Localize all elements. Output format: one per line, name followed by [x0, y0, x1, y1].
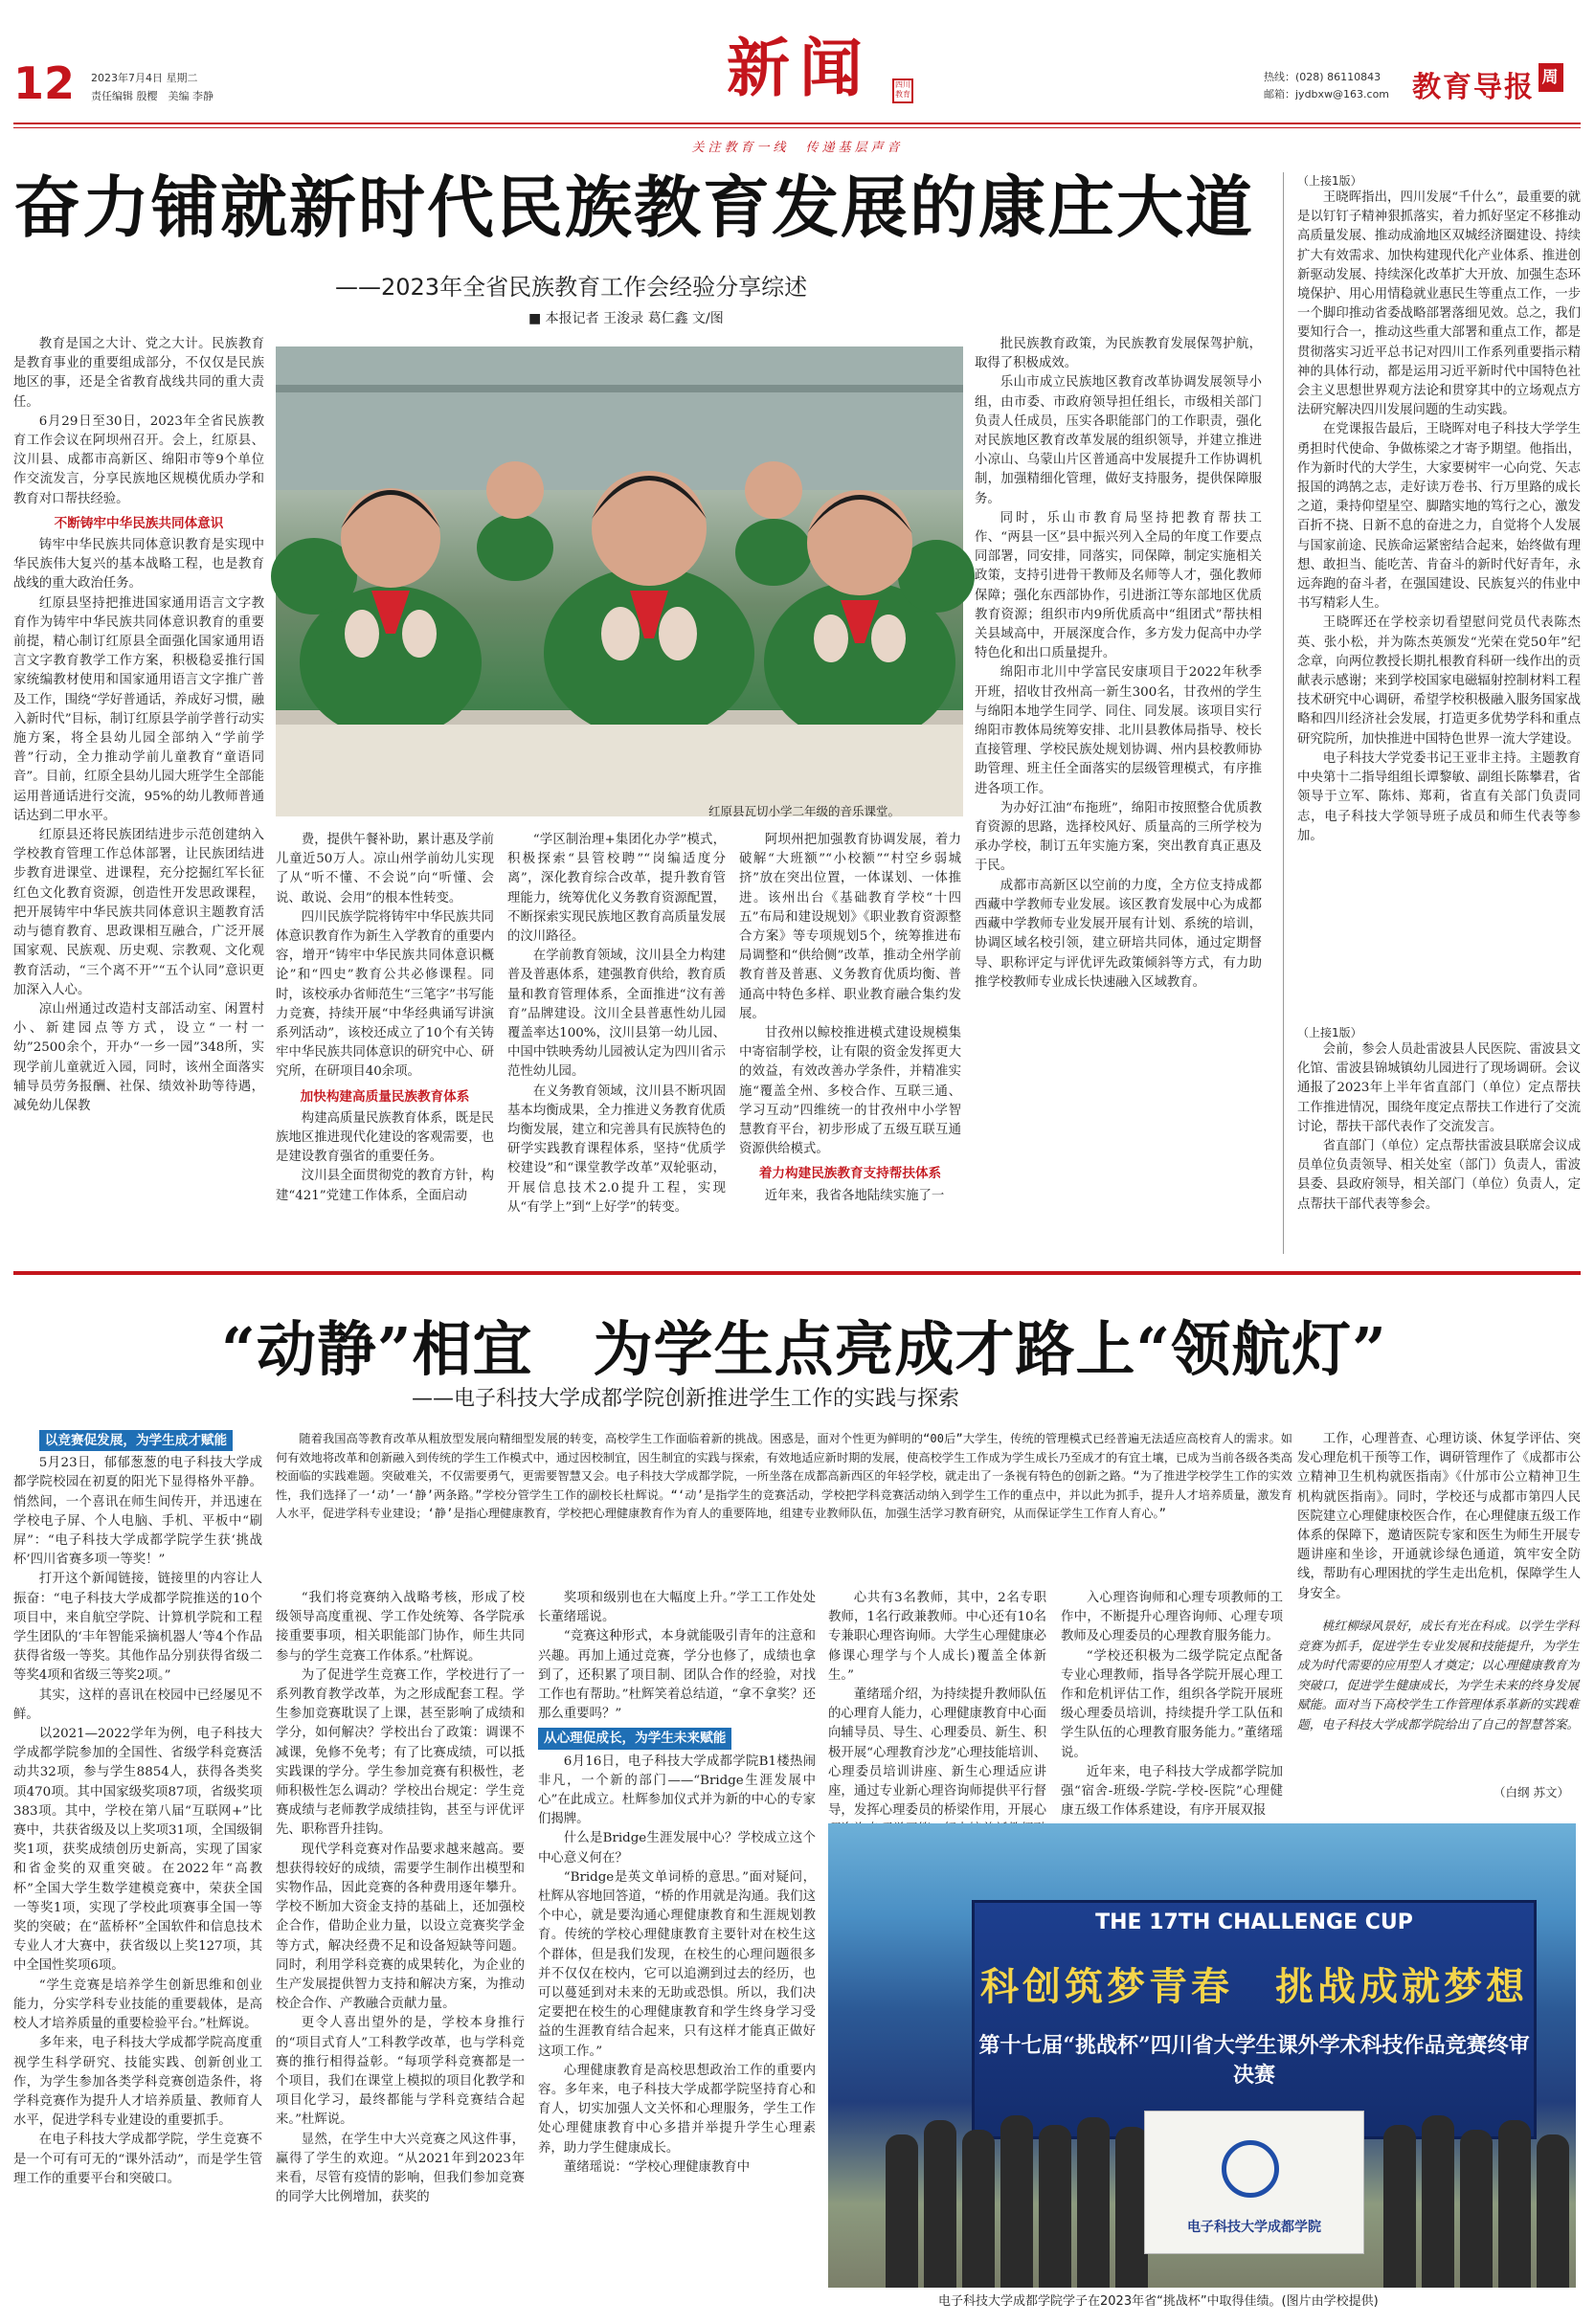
section-heading: 从心理促成长，为学生未来赋能	[538, 1728, 731, 1749]
classroom-photo	[276, 346, 963, 816]
flag-text: 电子科技大学成都学院	[1187, 2220, 1321, 2235]
paragraph: 为了促进学生竞赛工作，学校进行了一系列教育教学改革，为之形成配套工程。学生参加竞赛耽误了上课，甚至影响了成绩和学分，如何解决？学校出台了政策：调课不减课，免修不免考；有了比赛成绩，可以抵实践课的学分。学生参加竞赛有积极性，老师积极性怎么调动？学校出台规定：学生竞赛成绩与老师教学成绩挂钩，甚至与评优评先、职称晋升挂钩。	[276, 1667, 525, 1838]
brand-box: 周	[1539, 63, 1563, 92]
paragraph: 乐山市成立民族地区教育改革协调发展领导小组，由市委、市政府领导担任组长，市级相关部门负责人任成员，压实各职能部门的工作职责，强化对民族地区教育改革发展的组织领导，并建立推进小凉山、乌蒙山片区普通高中发展提升工作协调机制，加强精细化管理，做好支持服务，提供保障服务。	[975, 375, 1262, 506]
issue-date	[91, 69, 213, 105]
article2-photo-caption: 电子科技大学成都学院学子在2023年省“挑战杯”中取得佳绩。(图片由学校提供)	[938, 2294, 1379, 2309]
side-top-head: （上接1版）	[1297, 174, 1362, 188]
paragraph: 凉山州通过改造村支部活动室、闲置村小、新建园点等方式，设立“一村一幼”2500余个，开办“一乡一园”348所，实现学前儿童就近入园，同时，该州全面落实辅导员劳务报酬、社保、绩效补助等待遇，减免幼儿保教	[13, 1001, 264, 1113]
paragraph: 甘孜州以鲸校推进模式建设规模集中寄宿制学校，让有限的资金发挥更大的效益，有效改善办学条件，并精准实施“覆盖全州、多校合作、互联三通、学习互动”四维统一的甘孜州中小学智慧教育平台，初步形成了五级互联互通资源供给模式。	[739, 1026, 961, 1157]
paragraph: 打开这个新闻链接，链接里的内容让人振奋：“电子科技大学成都学院推送的10个项目中，来自航空学院、计算机学院和工程学生团队的‘丰年智能采摘机器人’等4个作品获得省级一等奖。其他作品分别获得省级二等奖4项和省级三等奖2项。”	[13, 1572, 262, 1684]
article1-subtitle: ——2023年全省民族教育工作会经验分享综述	[335, 274, 808, 301]
paragraph: 入心理咨询师和心理专项教师的工作中，不断提升心理咨询师、心理专项教师及心理委员的心理教育服务能力。	[1061, 1591, 1283, 1644]
section-heading: 加快构建高质量民族教育体系	[300, 1088, 470, 1105]
paragraph: 同时，乐山市教育局坚持把教育帮扶工作、“两县一区”县中振兴列入全局的年度工作要点同部署，同安排，同落实，同保障，制定实施相关政策，支持引进骨干教师及名师等人才，强化教师保障；强化东西部协作，引进浙江等东部地区优质教育资源；组织市内9所优质高中“组团式”帮扶相关县域高中，开展深度合作，多方发力促高中办学特色化和出口质量提升。	[975, 510, 1262, 661]
article2-quote: 桃红柳绿风景好，成长有光在科成。以学生学科竞赛为抓手，促进学生专业发展和技能提升，为学生成为时代需要的应用型人才奠定；以心理健康教育为突破口，促进学生健康成长，为学生未来的终身发展赋能。面对当下高校学生工作管理体系革新的实践难题，电子科技大学成都学院给出了自己的智慧答案。	[1297, 1620, 1580, 1732]
paragraph: 绵阳市北川中学富民安康项目于2022年秋季开班，招收甘孜州高一新生300名，甘孜州的学生与绵阳本地学生同学、同住、同发展。该项目实行绵阳市教体局统筹安排、北川县教体局指导、校长直接管理、学校民族处规划协调、州内县校教师协助管理、班主任全面落实的层级管理模式，有序推进各项工作。	[975, 665, 1262, 796]
paragraph: “竞赛这种形式，本身就能吸引青年的注意和兴趣。再加上通过竞赛，学分也修了，成绩也拿到了，还积累了项目制、团队合作的经验，对找工作也有帮助。”杜辉笑着总结道，“拿不拿奖？还那么重要吗？”	[538, 1629, 816, 1722]
spacer	[1297, 1005, 1298, 1006]
paragraph: 为办好江油“布拖班”，绵阳市按照整合优质教育资源的思路，选择校风好、质量高的三所学校为承办学校，制订五年实施方案，突出教育真正惠及于民。	[975, 800, 1262, 874]
paragraph: 红原县坚持把推进国家通用语言文字教育作为铸牢中华民族共同体意识教育的重要前提，精心制订红原县全面强化国家通用语言文字教育教学工作方案，积极稳妥推行国家统编教材使用和国家通用语言文字推广普及工作，围绕“学好普通话，养成好习惯，融入新时代”目标，制订红原县学前学普行动实施方案，将全县幼儿园全部纳入“学前学普”行动，全力推动学前儿童教育“童语同音”。目前，红原全县幼儿园大班学生全部能运用普通话进行交流，95%的幼儿教师普通话达到二甲水平。	[13, 595, 264, 823]
article1-photo-caption: 红原县瓦切小学二年级的音乐课堂。	[708, 804, 901, 818]
university-flag	[1144, 2111, 1364, 2254]
article1-photo	[276, 346, 963, 816]
paragraph: 汶川县全面贯彻党的教育方针，构建“421”党建工作体系，全面启动	[276, 1169, 494, 1203]
side-story-bottom	[1297, 1024, 1581, 1268]
paragraph: 批民族教育政策，为民族教育发展保驾护航，取得了积极成效。	[975, 337, 1262, 371]
paragraph: “学区制治理+集团化办学”模式，积极探索“县管校聘”“岗编适度分离”，深化教育综合改革，提升教育管理能力，统筹优化义务教育资源配置，不断探索实现民族地区教育高质量发展的汶川路径。	[507, 833, 726, 945]
stage-line1: THE 17TH CHALLENGE CUP	[1095, 1911, 1413, 1934]
paragraph: 会前，参会人员赴雷波县人民医院、雷波县文化馆、雷波县锦城镇幼儿园进行了现场调研。会议通报了2023年上半年省直部门（单位）定点帮扶工作推进情况，围绕年度定点帮扶工作进行了交流讨论，帮扶干部代表作了交流发言。	[1297, 1042, 1581, 1134]
paragraph: 四川民族学院将铸牢中华民族共同体意识教育作为新生入学教育的重要内容，增开“铸牢中华民族共同体意识概论”和“四史”教育公共必修课程。同时，该校承办省师范生“三笔字”书写能力竞赛，持续开展“中华经典诵写讲演系列活动”，该校还成立了10个有关铸牢中华民族共同体意识的研究中心、研究所，在研项目40余项。	[276, 909, 494, 1080]
article1-title: 奋力铺就新时代民族教育发展的康庄大道	[13, 168, 1254, 247]
article1-col3	[507, 831, 726, 1254]
paragraph: 铸牢中华民族共同体意识教育是实现中华民族伟大复兴的基本战略工程，也是教育战线的重大政治任务。	[13, 538, 264, 592]
paragraph: 更令人喜出望外的是，学校本身推行的“项目式育人”工科教学改革，也与学科竞赛的推行相得益彰。“每项学科竞赛都是一个项目，我们在课堂上模拟的项目化教学和项目化学习，最终都能与学科竞赛结合起来。”杜辉说。	[276, 2016, 525, 2128]
article2-col1	[13, 1426, 262, 2316]
page-number: 12	[13, 57, 76, 109]
article2-photo	[828, 1823, 1576, 2288]
side-story-top	[1297, 172, 1581, 857]
side-bottom-body	[1297, 1040, 1581, 1265]
article1-col4	[739, 831, 961, 1254]
article1-col2	[276, 831, 494, 1254]
paragraph: 5月23日，郁郁葱葱的电子科技大学成都学院校园在初夏的阳光下显得格外平静。悄然间，一个喜讯在师生间传开，并迅速在学校电子屏、个人电脑、手机、平板中“刷屏”：“电子科技大学成都学院学生获‘挑战杯’四川省赛多项一等奖！”	[13, 1456, 262, 1568]
paragraph: 省直部门（单位）定点帮扶雷波县联席会议成员单位负责领导、相关处室（部门）负责人，雷波县委、县政府领导，相关部门（单位）负责人，定点帮扶干部代表等参会。	[1297, 1139, 1581, 1212]
paragraph: 在学前教育领域，汶川县全力构建普及普惠体系，建强教育供给，教育质量和教育管理体系，全面推进“汶有善育”品牌建设。汶川全县普惠性幼儿园覆盖率达100%，汶川县第一幼儿园、中国中铁映秀幼儿园被认定为四川省示范性幼儿园。	[507, 949, 726, 1080]
paragraph: 教育是国之大计、党之大计。民族教育是教育事业的重要组成部分，不仅仅是民族地区的事，还是全省教育战线共同的重大责任。	[13, 337, 264, 410]
paragraph: 王晓晖指出，四川发展“千什么”，最重要的就是以钉钉子精神狠抓落实，着力抓好坚定不移推动高质量发展、推动成渝地区双城经济圈建设、持续扩大有效需求、加快构建现代化产业体系、推进创新驱动发展、持续深化改革扩大开放、加强生态环境保护、用心用情稳就业惠民生等重点工作，一步一个脚印推动省委战略部署落细见效。总之，我们要知行合一，推动这些重大部署和重点工作，都是贯彻落实习近平总书记对四川工作系列重要指示精神的具体行动，都是运用习近平新时代中国特色社会主义思想世界观方法论和贯穿其中的立场观点方法研究解决四川发展问题的生动实践。	[1297, 190, 1581, 418]
paragraph: 红原县还将民族团结进步示范创建纳入学校教育管理工作总体部署，让民族团结进步教育进课堂、进课程，充分挖掘红军长征红色文化教育资源，创造性开发思政课程，把开展铸牢中华民族共同体意识主题教育活动与德育教育、思政课相互融合，广泛开展国家观、民族观、历史观、宗教观、文化观教育活动，“三个离不开”“五个认同”意识更加深入人心。	[13, 828, 264, 997]
side-top-body	[1297, 189, 1581, 849]
header-rule	[13, 123, 1581, 124]
column-divider	[1283, 172, 1284, 1254]
side-bottom-head: （上接1版）	[1297, 1026, 1362, 1039]
article1-col5	[975, 335, 1262, 1254]
article1-col1	[13, 335, 264, 1254]
paragraph: 近年来，我省各地陆续实施了一	[764, 1188, 945, 1203]
paragraph: “学生竞赛是培养学生创新思维和创业能力，分实学科专业技能的重要载体，是高校人才培养质量的重要检验平台。”杜辉说。	[13, 1978, 262, 2032]
stage-backdrop	[972, 1900, 1537, 2139]
article2-intro: 随着我国高等教育改革从粗放型发展向精细型发展的转变，高校学生工作面临着新的挑战。困惑是，面对个性更为鲜明的“00后”大学生，传统的管理模式已经普遍无法适应高校育人的需求。如何有效地将改革和创新融入到传统的学生工作模式中，通过因校制宜，因生制宜的实践与探索，有效地适应新时期的发展，使高校学生工作成为学生成长乃至成才的有宜土壤，已成为当前各级各类高校面临的实践难题。突破难关，不仅需要勇气，更需要智慧又会。电子科技大学成都学院，一所坐落在成都高新西区的年轻学校，就走出了一条视有特色的创新之路。“为了推进学校学生工作的实效性，我们选择了一‘动’一‘静’两条路。”学校分管学生工作的副校长杜辉说。“‘动’是指学生的竞赛活动，学校把学科竞赛活动纳入到学生工作的重点中，并以此为抓手，提升人才培养质量，激发育人水平，促进学科专业建设；‘静’是指心理健康教育，学校把心理健康教育作为育人的重要阵地，组建专业教师队伍，加强生活学习教育研究，从而保证学生工作育人育心。”	[276, 1432, 1292, 1520]
paragraph: 心理健康教育是高校思想政治工作的重要内容。多年来，电子科技大学成都学院坚持育心和育人，切实加强人文关怀和心理服务，学生工作处心理健康教育中心多措并举提升学生心理素养，助力学生健康成长。	[538, 2063, 816, 2156]
paragraph: 王晓晖还在学校亲切看望慰问党员代表陈杰英、张小松，并为陈杰英颁发“光荣在党50年”纪念章，向两位教授长期扎根教育科研一线作出的贡献表示感谢；来到学校国家电磁辐射控制材料工程技术研究中心调研，希望学校积极融入服务国家战略和四川经济社会发展，打造更多优势学科和重点研究院所，加快推进中国特色世界一流大学建设。	[1297, 615, 1581, 747]
paragraph: 在义务教育领域，汶川县不断巩固基本均衡成果，全力推进义务教育优质均衡发展，建立和完善具有民族特色的研学实践教育课程体系，坚持“优质学校建设”和“课堂教学改革”双轮驱动，开展信息技术2.0提升工程，实现从“有学上”到“上好学”的转变。	[507, 1084, 726, 1215]
email: 邮箱：jydbxw@163.com	[1264, 88, 1390, 101]
section-seal: 四川教育	[892, 78, 913, 103]
section-title: 新闻	[727, 31, 872, 105]
date-line: 2023年7月4日 星期二	[91, 72, 198, 84]
paragraph: 在电子科技大学成都学院，学生竞赛不是一个可有可无的“课外活动”，而是学生管理工作的重要平台和突破口。	[13, 2133, 262, 2186]
section-heading: 不断铸牢中华民族共同体意识	[54, 515, 224, 531]
article1-byline: ■ 本报记者 王浚录 葛仁鑫 文/图	[528, 311, 724, 326]
article2-subtitle: ——电子科技大学成都学院创新推进学生工作的实践与探索	[412, 1387, 960, 1411]
paragraph: “我们将竞赛纳入战略考核，形成了校级领导高度重视、学工作处统筹、各学院承接重要事项，相关职能部门协作，师生共同参与的学生竞赛工作体系。”杜辉说。	[276, 1591, 525, 1664]
paragraph: 在党课报告最后，王晓晖对电子科技大学学生勇担时代使命、争做栋梁之才寄予期望。他指出，作为新时代的大学生，大家要树牢一心向党、矢志报国的鸿鹄之志，走好读万卷书、行万里路的成长之道，秉持仰望星空、脚踏实地的笃行之心，激发百折不挠、日新不息的奋进之力，自觉将个人发展与国家前途、民族命运紧密结合起来，始终做有理想、敢担当、能吃苦、肯奋斗的新时代好青年，永远奔跑的奋斗者，在强国建设、民族复兴的伟业中书写精彩人生。	[1297, 422, 1581, 612]
article2-col3	[538, 1589, 816, 2316]
article2-col2	[276, 1589, 525, 2316]
article2-title: “动静”相宜 为学生点亮成才路上“领航灯”	[221, 1314, 1387, 1384]
paragraph: 心共有3名教师，其中，2名专职教师，1名行政兼教师。中心还有10名专兼职心理咨询师。大学生心理健康必修课心理学与个人成长)覆盖全体新生。”	[828, 1591, 1046, 1683]
section-heading: 以竞赛促发展，为学生成才赋能	[39, 1430, 233, 1451]
article2-rule	[13, 1271, 1581, 1275]
paragraph: 多年来，电子科技大学成都学院高度重视学生科学研究、技能实践、创新创业工作，为学生参加各类学科竞赛创造条件，将学科竞赛作为提升人才培养质量、教师育人水平，促进学科专业建设的重要抓手。	[13, 2036, 262, 2129]
paragraph: 构建高质量民族教育体系，既是民族地区推进现代化建设的客观需要，也是建设教育强省的重要任务。	[276, 1110, 494, 1165]
paragraph: 费，提供午餐补助，累计惠及学前儿童近50万人。凉山州学前幼儿实现了从“听不懂、不会说”向“听懂、会说、敢说、会用”的根本性转变。	[276, 833, 494, 905]
stage-line3: 第十七届“挑战杯”四川省大学生课外学术科技作品竞赛终审决赛	[978, 2033, 1530, 2088]
paragraph: 6月16日，电子科技大学成都学院B1楼热闹非凡，一个新的部门——“Bridge生涯发展中心”在此成立。杜辉参加仪式并为新的中心的专家们揭牌。	[538, 1754, 816, 1827]
paragraph: 奖项和级别也在大幅度上升。”学工工作处处长董绪瑶说。	[538, 1591, 816, 1625]
article2-quote-sign: （白纲 苏文）	[1494, 1785, 1569, 1799]
section-heading: 着力构建民族教育支持帮扶体系	[758, 1166, 942, 1182]
newspaper-brand	[1412, 63, 1563, 105]
brand-name: 教育导报	[1412, 71, 1535, 104]
hotline: 热线：(028) 86110843	[1264, 71, 1382, 83]
editors-line: 责任编辑 殷樱 美编 李静	[91, 90, 213, 102]
paragraph: 以2021—2022学年为例，电子科技大学成都学院参加的全国性、省级学科竞赛活动共32项，参与学生8854人，获得各类奖项470项。其中国家级奖项87项，省级奖项383项。其中，学校在第八届“互联网+”比赛中，共获省级及以上奖项31项，全国级铜奖1项，获奖成绩创历史新高，实现了国家和省金奖的双重突破。在2022年“高教杯”全国大学生数学建模竞赛中，荣获全国一等奖1项，实现了学校此项赛事全国一等奖的突破；在“蓝桥杯”全国软件和信息技术专业人才大赛中，获省级以上奖127项，其中全国性奖项6项。	[13, 1727, 262, 1974]
section-slogan: 关注教育一线 传递基层声音	[691, 141, 904, 155]
stage-line2: 科创筑梦青春 挑战成就梦想	[980, 1964, 1528, 2009]
paragraph: “学校还积极为二级学院定点配备专业心理教师，指导各学院开展心理工作和危机评估工作，组织各学院开展班级心理委员培训，持续提升学工队伍和学生队伍的心理教育服务能力。”董绪瑶说。	[1061, 1648, 1283, 1760]
paragraph: 电子科技大学党委书记王亚非主持。主题教育中央第十二指导组组长谭黎敏、副组长陈攀君，省领导于立军、陈炜、郑莉，省直有关部门负责同志，电子科技大学领导班子成员和师生代表等参加。	[1297, 750, 1581, 843]
contact-info	[1264, 69, 1389, 103]
article2-col5	[1061, 1589, 1283, 1819]
paragraph: 近年来，电子科技大学成都学院加强“宿舍-班级-学院-学校-医院”心理健康五级工作体系建设，有序开展双报	[1061, 1764, 1283, 1819]
paragraph: 成都市高新区以空前的力度，全方位支持成都西藏中学教师专业发展。该区教育发展中心为成都西藏中学教师专业发展开展有计划、系统的培训，协调区域名校引领，建立研培共同体，通过定期督导、职称评定与评优评先政策倾斜等方式，有力助推学校教师专业成长快速融入区域教育。	[975, 878, 1262, 990]
paragraph: 现代学科竞赛对作品要求越来越高。要想获得较好的成绩，需要学生制作出模型和实物作品，因此竞赛的各种费用逐年攀升。学校不断加大资金支持的基础上，还加强校企合作，借助企业力量，以设立竞赛奖学金等方式，解决经费不足和设备短缺等问题。同时，利用学科竞赛的成果转化，为企业的生产发展提供智力支持和解决方案，为推动校企合作、产教融合贡献力量。	[276, 1842, 525, 2012]
article2-col4	[828, 1589, 1046, 1819]
paragraph: 工作，心理普查、心理访谈、休复学评估、突发心理危机干预等工作，调研管理作了《成都市公立精神卫生机构就医指南》《什邡市公立精神卫生机构就医指南》。同时，学校还与成都市第四人民医院建立心理健康校医合作，在心理健康五级工作体系的保障下，邀请医院专家和医生为师生开展专题讲座和坐诊，开通就诊绿色通道，筑牢安全防线，帮助有心理困扰的学生走出危机，保障学生人身安全。	[1297, 1432, 1581, 1601]
paragraph: 显然，在学生中大兴竞赛之风这件事，赢得了学生的欢迎。“从2021年到2023年来看，尽管有疫情的影响，但我们参加竞赛的同学大比例增加，获奖的	[276, 2132, 525, 2205]
header-rule-thin	[13, 127, 1581, 128]
article2-col6	[1297, 1430, 1581, 1612]
paragraph: 董绪瑶说：“学校心理健康教育中	[563, 2159, 751, 2175]
paragraph: “Bridge是英文单词桥的意思。”面对疑问，杜辉从容地回答道，“桥的作用就是沟通。我们这个中心，就是要沟通心理健康教育和生涯规划教育。传统的学校心理健康教育主要针对在校生这个群体，但是我们发现，在校生的心理问题很多并不仅仅在校内，它可以追溯到过去的经历，也可以蔓延到对未来的无助或恐惧。所以，我们决定要把在校生的心理健康教育和学生终身学习受益的生涯教育结合起来，只有这样才能真正做好这项工作。”	[538, 1869, 816, 2059]
paragraph: 6月29日至30日，2023年全省民族教育工作会议在阿坝州召开。会上，红原县、汶川县、成都市高新区、绵阳市等9个单位作交流发言，分享民族地区规模优质办学和教育对口帮扶经验。	[13, 413, 264, 506]
paragraph: 董绪瑶介绍，为持续提升教师队伍的心理育人能力，心理健康教育中心面向辅导员、导生、心理委员、新生、积极开展“心理教育沙龙”心理技能培训、心理委员培训讲座、新生心理适应讲座，通过专业新心理咨询师提供平行督导，发挥心理委员的桥梁作用，开展心	[828, 1687, 1046, 1819]
paragraph: 什么是Bridge生涯发展中心？学校成立这个中心意义何在？	[538, 1831, 816, 1866]
paragraph: 其实，这样的喜讯在校园中已经屡见不鲜。	[13, 1687, 262, 1722]
paragraph: 阿坝州把加强教育协调发展，着力破解“大班额”“小校额”“村空乡弱城挤”放在突出位置，一体谋划、一体推进。该州出台《基础教育学校“十四五”布局和建设规划》《职业教育资源整合方案》等专项规划5个，统筹推进布局调整和“供给侧”改革，推动全州学前教育普及普惠、义务教育优质均衡、普通高中特色多样、职业教育融合集约发展。	[739, 833, 961, 1021]
university-emblem	[1222, 2140, 1279, 2198]
